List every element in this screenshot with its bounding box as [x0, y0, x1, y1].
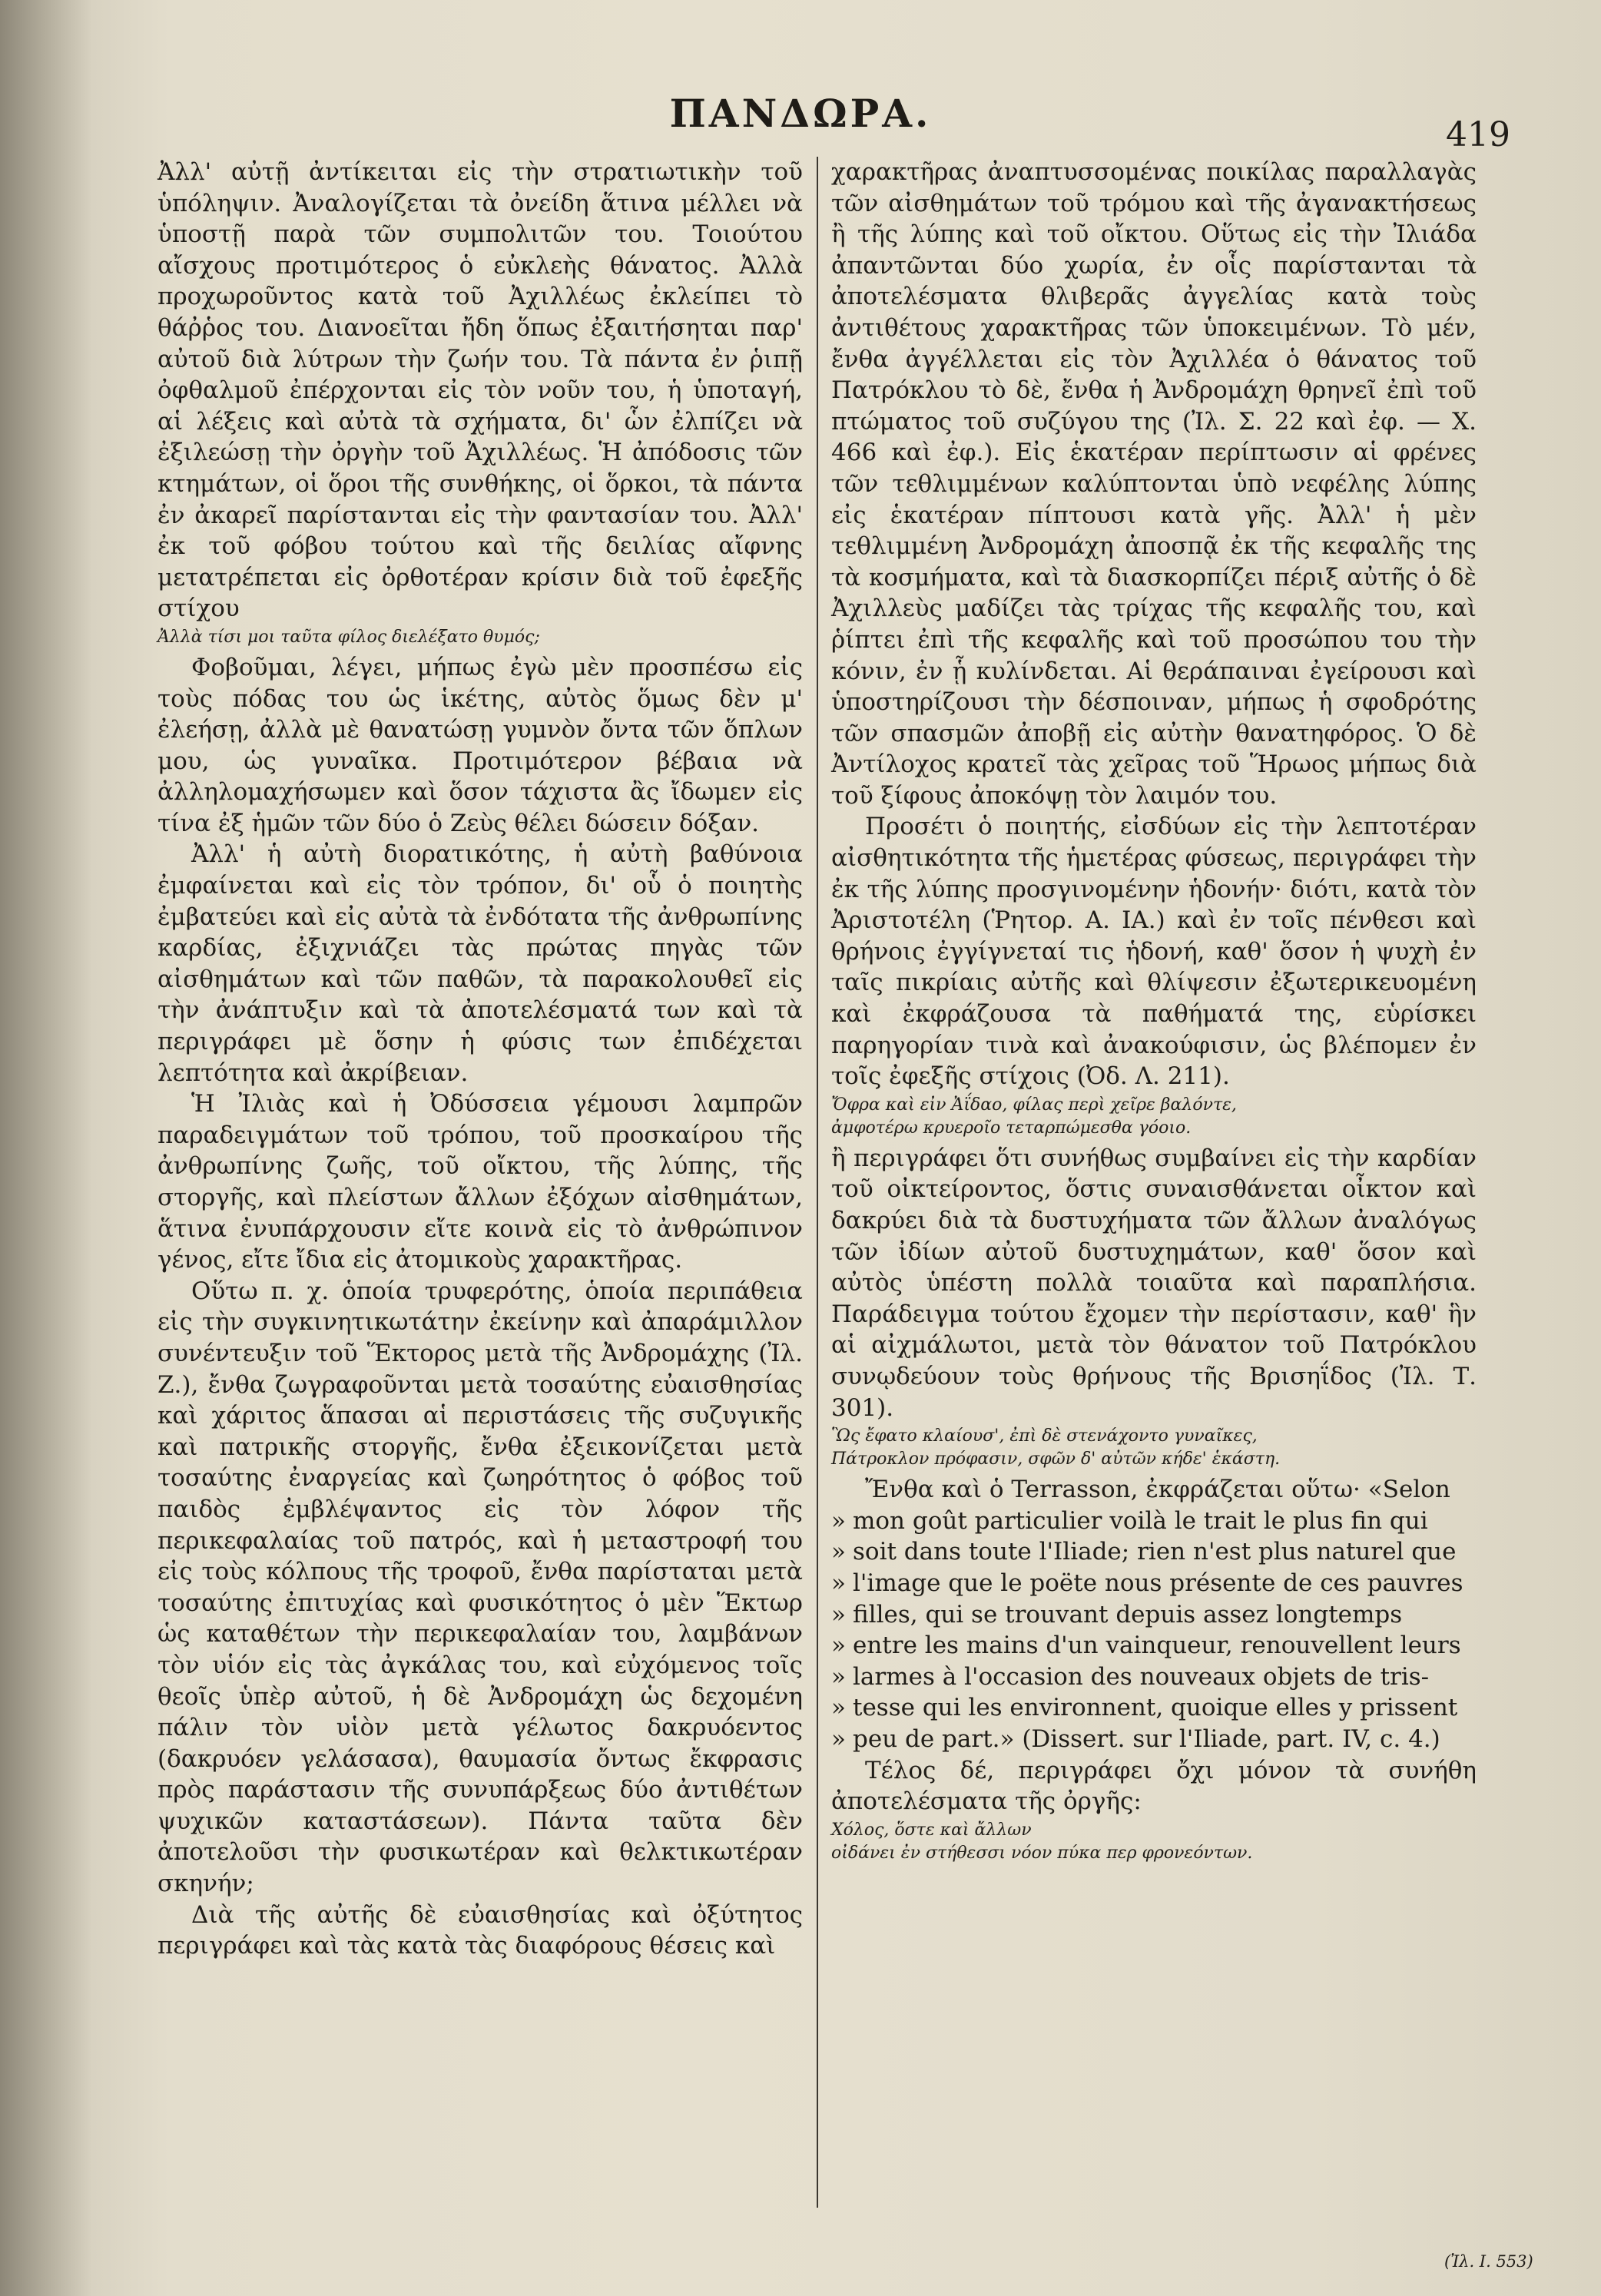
paragraph: Διὰ τῆς αὐτῆς δὲ εὐαισθησίας καὶ ὀξύτητος περιγράφει καὶ τὰς κατὰ τὰς διαφόρους θέσεις καὶ	[157, 1900, 803, 1960]
quotation-line: » larmes à l'occasion des nouveaux objets de tris-	[831, 1662, 1477, 1693]
paragraph: Ἡ Ἰλιὰς καὶ ἡ Ὀδύσσεια γέμουσι λαμπρῶν παραδειγμάτων τοῦ τρόπου, τοῦ προσκαίρου τῆς ἀνθρωπίνης ζωῆς, τοῦ οἴκτου, τῆς λύπης, τῆς στοργῆς, καὶ πλείστων ἄλλων ἐξόχων αἰσθημάτων, ἅτινα ἐνυπάρχουσιν εἴτε κοινὰ εἰς τὸ ἀνθρώπινον γένος, εἴτε ἴδια εἰς ἀτομικοὺς χαρακτῆρας.	[157, 1090, 803, 1274]
right-column	[831, 157, 1477, 1868]
verse-quote: ἀμφοτέρω κρυεροῖο τεταρπώμεσθα γόοιο.	[831, 1118, 1192, 1138]
verse-quote: Χόλος, ὅστε καὶ ἄλλων	[831, 1820, 1032, 1840]
paragraph: Τέλος δέ, περιγράφει ὄχι μόνον τὰ συνήθη ἀποτελέσματα τῆς ὀργῆς:	[831, 1756, 1477, 1816]
paragraph: Ἀλλ' αὐτῇ ἀντίκειται εἰς τὴν στρατιωτικὴν τοῦ ὑπόληψιν. Ἀναλογίζεται τὰ ὀνείδη ἅτινα μέλλει νὰ ὑποστῇ παρὰ τῶν συμπολιτῶν του. Τοιούτου αἴσχους προτιμότερος ὁ εὐκλεὴς θάνατος. Ἀλλὰ προχωροῦντος κατὰ τοῦ Ἀχιλλέως ἐκλείπει τὸ θάῤῥος του. Διανοεῖται ἤδη ὅπως ἐξαιτήσηται παρ' αὐτοῦ διὰ λύτρων τὴν ζωήν του. Τὰ πάντα ἐν ῥιπῇ ὀφθαλμοῦ ἐπέρχονται εἰς τὸν νοῦν του, ἡ ὑποταγή, αἱ λέξεις καὶ αὐτὰ τὰ σχήματα, δι' ὧν ἐλπίζει νὰ ἐξιλεώσῃ τὴν ὀργὴν τοῦ Ἀχιλλέως. Ἡ ἀπόδοσις τῶν κτημάτων, οἱ ὅροι τῆς συνθήκης, οἱ ὅρκοι, τὰ πάντα ἐν ἀκαρεῖ παρίστανται εἰς τὴν φαντασίαν του. Ἀλλ' ἐκ τοῦ φόβου τούτου καὶ τῆς δειλίας αἴφνης μετατρέπεται εἰς ὀρθοτέραν κρίσιν διὰ τοῦ ἐφεξῆς στίχου	[157, 158, 803, 623]
quotation-line: » filles, qui se trouvant depuis assez longtemps	[831, 1599, 1477, 1631]
paragraph: χαρακτῆρας ἀναπτυσσομένας ποικίλας παραλλαγὰς τῶν αἰσθημάτων τοῦ τρόμου καὶ τῆς ἀγανακτήσεως ἢ τῆς λύπης καὶ τοῦ οἴκτου. Οὕτως εἰς τὴν Ἰλιάδα ἀπαντῶνται δύο χωρία, ἐν οἷς παρίστανται τὰ ἀποτελέσματα θλιβερᾶς ἀγγελίας κατὰ τοὺς ἀντιθέτους χαρακτῆρας τῶν ὑποκειμένων. Τὸ μέν, ἔνθα ἀγγέλλεται εἰς τὸν Ἀχιλλέα ὁ θάνατος τοῦ Πατρόκλου τὸ δὲ, ἔνθα ἡ Ἀνδρομάχη θρηνεῖ ἐπὶ τοῦ πτώματος τοῦ συζύγου της (Ἰλ. Σ. 22 καὶ ἐφ. — Χ. 466 καὶ ἐφ.). Εἰς ἑκατέραν περίπτωσιν αἱ φρένες τῶν τεθλιμμένων καλύπτονται ὑπὸ νεφέλης λύπης εἰς ἑκατέραν πίπτουσι κατὰ γῆς. Ἀλλ' ἡ μὲν τεθλιμμένη Ἀνδρομάχη ἀποσπᾷ ἐκ τῆς κεφαλῆς της τὰ κοσμήματα, καὶ τὰ διασκορπίζει πέριξ αὐτῆς ὁ δὲ Ἀχιλλεὺς μαδίζει τὰς τρίχας τῆς κεφαλῆς του, καὶ ῥίπτει ἐπὶ τῆς κεφαλῆς καὶ τοῦ προσώπου του τὴν κόνιν, ἐν ᾗ κυλίνδεται. Αἱ θεράπαιναι ἐγείρουσι καὶ ὑποστηρίζουσι τὴν δέσποιναν, μήπως ἡ σφοδρότης τῶν σπασμῶν ἀποβῇ εἰς αὐτὴν θανατηφόρος. Ὁ δὲ Ἀντίλοχος κρατεῖ τὰς χεῖρας τοῦ Ἥρωος μήπως διὰ τοῦ ξίφους ἀποκόψῃ τὸν λαιμόν του.	[831, 158, 1477, 810]
verse-quote: Πάτροκλον πρόφασιν, σφῶν δ' αὐτῶν κήδε' ἑκάστη.	[831, 1449, 1281, 1469]
quotation-line: » peu de part.» (Dissert. sur l'Iliade, part. IV, c. 4.)	[831, 1724, 1477, 1755]
quotation-line: » soit dans toute l'Iliade; rien n'est plus naturel que	[831, 1536, 1477, 1568]
left-column	[157, 157, 803, 1962]
paragraph: Προσέτι ὁ ποιητής, εἰσδύων εἰς τὴν λεπτοτέραν αἰσθητικότητα τῆς ἡμετέρας φύσεως, περιγράφει τὴν ἐκ τῆς λύπης προσγινομένην ἡδονήν· διότι, κατὰ τὸν Ἀριστοτέλη (Ῥητορ. Α. ΙΑ.) καὶ ἐν τοῖς πένθεσι καὶ θρήνοις ἐγγίγνεταί τις ἡδονή, καθ' ὅσον ἡ ψυχὴ ἐν ταῖς πικρίαις αὐτῆς καὶ θλίψεσιν ἐξωτερικευομένη καὶ ἐκφράζουσα τὰ παθήματά της, εὑρίσκει παρηγορίαν τινὰ καὶ ἀνακούφισιν, ὡς βλέπομεν ἐν τοῖς ἐφεξῆς στίχοις (Ὀδ. Λ. 211).	[831, 813, 1477, 1091]
running-header-title: ΠΑΝΔΩΡΑ.	[669, 91, 932, 136]
paragraph: Φοβοῦμαι, λέγει, μήπως ἐγὼ μὲν προσπέσω εἰς τοὺς πόδας του ὡς ἱκέτης, αὐτὸς ὅμως δὲν μ' ἐλεήσῃ, ἀλλὰ μὲ θανατώσῃ γυμνὸν ὄντα τῶν ὅπλων μου, ὡς γυναῖκα. Προτιμότερον βέβαια νὰ ἀλληλομαχήσωμεν καὶ ὅσον τάχιστα ἂς ἴδωμεν εἰς τίνα ἐξ ἡμῶν τῶν δύο ὁ Ζεὺς θέλει δώσειν δόξαν.	[157, 653, 803, 837]
paragraph: ἢ περιγράφει ὅτι συνήθως συμβαίνει εἰς τὴν καρδίαν τοῦ οἰκτείροντος, ὅστις συναισθάνεται οἶκτον καὶ δακρύει διὰ τὰ δυστυχήματα τῶν ἄλλων ἀναλόγως τῶν ἰδίων αὐτοῦ δυστυχημάτων, καθ' ὅσον καὶ αὐτὸς ὑπέστη πολλὰ τοιαῦτα καὶ παραπλήσια. Παράδειγμα τούτου ἔχομεν τὴν περίστασιν, καθ' ἣν αἱ αἰχμάλωτοι, μετὰ τὸν θάνατον τοῦ Πατρόκλου συνῳδεύουν τοὺς θρήνους τῆς Βρισηΐδος (Ἰλ. Τ. 301).	[831, 1144, 1477, 1422]
verse-quote: Ὄφρα καὶ εἰν Ἀΐδαο, φίλας περὶ χεῖρε βαλόντε,	[831, 1095, 1237, 1115]
paragraph: Ἀλλ' ἡ αὐτὴ διορατικότης, ἡ αὐτὴ βαθύνοια ἐμφαίνεται καὶ εἰς τὸν τρόπον, δι' οὗ ὁ ποιητὴς ἐμβατεύει καὶ εἰς αὐτὰ τὰ ἐνδότατα τῆς ἀνθρωπίνης καρδίας, ἐξιχνιάζει τὰς πρώτας πηγὰς τῶν αἰσθημάτων καὶ τῶν παθῶν, τὰ παρακολουθεῖ εἰς τὴν ἀνάπτυξιν καὶ τὰ ἀποτελέσματά των καὶ τὰ περιγράφει μὲ ὅσην ἡ φύσις των ἐπιδέχεται λεπτότητα καὶ ἀκρίβειαν.	[157, 840, 803, 1087]
column-divider	[817, 157, 818, 2208]
page-number: 419	[1446, 115, 1510, 154]
verse-quote: οἰδάνει ἐν στήθεσσι νόον πύκα περ φρονεόντων.	[831, 1843, 1253, 1863]
citation-reference: (Ἰλ. Ι. 553)	[1444, 2252, 1533, 2271]
french-quotation	[831, 1506, 1477, 1755]
verse-quote: Ὣς ἔφατο κλαίουσ', ἐπὶ δὲ στενάχοντο γυναῖκες,	[831, 1426, 1258, 1446]
quotation-line: » tesse qui les environnent, quoique elles y prissent	[831, 1692, 1477, 1724]
quotation-line: » mon goût particulier voilà le trait le plus fin qui	[831, 1506, 1477, 1537]
paragraph: Οὕτω π. χ. ὁποία τρυφερότης, ὁποία περιπάθεια εἰς τὴν συγκινητικωτάτην ἐκείνην καὶ ἀπαράμιλλον συνέντευξιν τοῦ Ἕκτορος μετὰ τῆς Ἀνδρομάχης (Ἰλ. Ζ.), ἔνθα ζωγραφοῦνται μετὰ τοσαύτης εὐαισθησίας καὶ χάριτος ἅπασαι αἱ περιστάσεις τῆς συζυγικῆς καὶ πατρικῆς στοργῆς, ἔνθα ἐξεικονίζεται μετὰ τοσαύτης ἐναργείας καὶ ζωηρότητος ὁ φόβος τοῦ παιδὸς ἐμβλέψαντος εἰς τὸν λόφον τῆς περικεφαλαίας τοῦ πατρός, καὶ ἡ μεταστροφή του εἰς τοὺς κόλπους τῆς τροφοῦ, ἔνθα παρίσταται μετὰ τοσαύτης ἐπιτυχίας καὶ φυσικότητος ὁ μὲν Ἕκτωρ ὡς καταθέτων τὴν περικεφαλαίαν του, λαμβάνων τὸν υἱόν εἰς τὰς ἀγκάλας του, καὶ εὐχόμενος τοῖς θεοῖς ὑπὲρ αὐτοῦ, ἡ δὲ Ἀνδρομάχη ὡς δεχομένη πάλιν τὸν υἱὸν μετὰ γέλωτος δακρυόεντος (δακρυόεν γελάσασα), θαυμασία ὄντως ἔκφρασις πρὸς παράστασιν τῆς συνυπάρξεως δύο ἀντιθέτων ψυχικῶν καταστάσεων). Πάντα ταῦτα δὲν ἀποτελοῦσι τὴν φυσικωτέραν καὶ θελκτικωτέραν σκηνήν;	[157, 1277, 803, 1898]
verse-quote: Ἀλλὰ τίσι μοι ταῦτα φίλος διελέξατο θυμός;	[157, 627, 540, 647]
quotation-line: » l'image que le poëte nous présente de ces pauvres	[831, 1568, 1477, 1599]
quotation-line: » entre les mains d'un vainqueur, renouvellent leurs	[831, 1630, 1477, 1662]
paragraph: Ἔνθα καὶ ὁ Terrasson, ἐκφράζεται οὕτω· «Selon	[865, 1476, 1450, 1504]
